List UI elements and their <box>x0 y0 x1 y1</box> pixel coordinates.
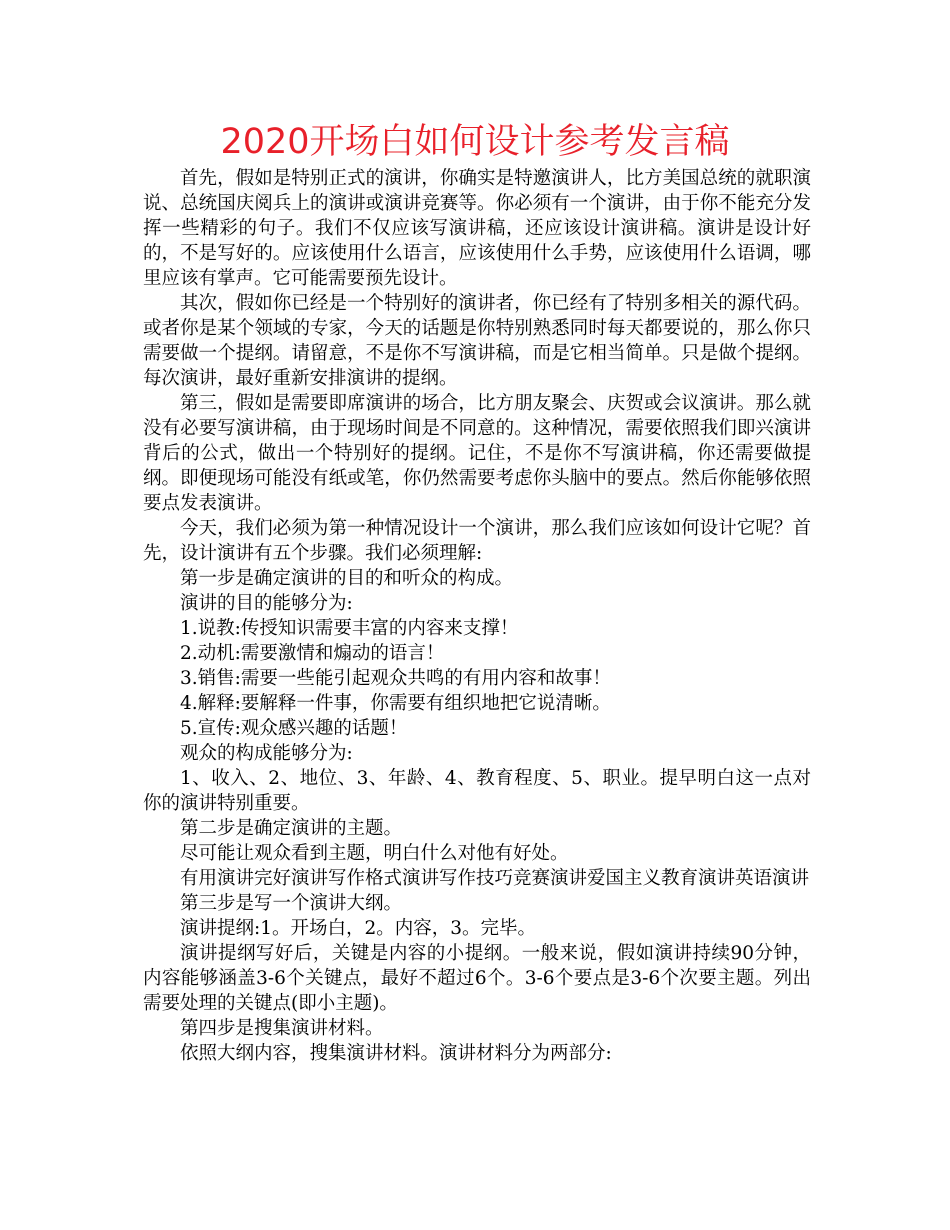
paragraph: 第一步是确定演讲的目的和听众的构成。 <box>180 568 514 589</box>
list-item: 4.解释:要解释一件事，你需要有组织地把它说清晰。 <box>180 693 611 714</box>
paragraph: 演讲的目的能够分为: <box>180 593 353 614</box>
paragraph: 第三，假如是需要即席演讲的场合，比方朋友聚会、庆贺或会议演讲。那么就没有必要写演讲稿，由于现场时间是不同意的。这种情况，需要依照我们即兴演讲背后的公式，做出一个特别好的提纲。记住，不是你不写演讲稿，你还需要做提纲。即便现场可能没有纸或笔，你仍然需要考虑你头脑中的要点。然后你能够依照要点发表演讲。 <box>143 393 811 514</box>
paragraph: 依照大纲内容，搜集演讲材料。演讲材料分为两部分: <box>180 1043 612 1064</box>
paragraph: 演讲提纲:1。开场白，2。内容，3。完毕。 <box>180 918 537 939</box>
paragraph: 其次，假如你已经是一个特别好的演讲者，你已经有了特别多相关的源代码。或者你是某个领域的专家，今天的话题是你特别熟悉同时每天都要说的，那么你只需要做一个提纲。请留意，不是你不写演讲稿，而是它相当简单。只是做个提纲。每次演讲，最好重新安排演讲的提纲。 <box>143 293 811 389</box>
paragraph: 今天，我们必须为第一种情况设计一个演讲，那么我们应该如何设计它呢？首先，设计演讲有五个步骤。我们必须理解: <box>143 518 811 564</box>
paragraph: 首先，假如是特别正式的演讲，你确实是特邀演讲人，比方美国总统的就职演说、总统国庆阅兵上的演讲或演讲竞赛等。你必须有一个演讲，由于你不能充分发挥一些精彩的句子。我们不仅应该写演讲稿，还应该设计演讲稿。演讲是设计好的，不是写好的。应该使用什么语言，应该使用什么手势，应该使用什么语调，哪里应该有掌声。它可能需要预先设计。 <box>143 168 811 289</box>
list-item: 3.销售:需要一些能引起观众共鸣的有用内容和故事！ <box>180 668 611 689</box>
document-title: 2020开场白如何设计参考发言稿 <box>220 122 730 162</box>
paragraph: 1、收入、2、地位、3、年龄、4、教育程度、5、职业。提早明白这一点对你的演讲特别重要。 <box>143 768 811 814</box>
paragraph: 第三步是写一个演讲大纲。 <box>180 893 403 914</box>
list-item: 2.动机:需要激情和煽动的语言！ <box>180 643 445 664</box>
paragraph: 第二步是确定演讲的主题。 <box>180 818 403 839</box>
paragraph: 尽可能让观众看到主题，明白什么对他有好处。 <box>180 843 569 864</box>
document-body <box>143 166 811 1066</box>
list-item: 5.宣传:观众感兴趣的话题！ <box>180 718 408 739</box>
list-item: 1.说教:传授知识需要丰富的内容来支撑！ <box>180 618 519 639</box>
paragraph: 观众的构成能够分为: <box>180 743 353 764</box>
paragraph: 第四步是搜集演讲材料。 <box>180 1018 384 1039</box>
paragraph: 演讲提纲写好后，关键是内容的小提纲。一般来说，假如演讲持续90分钟，内容能够涵盖3-6个关键点，最好不超过6个。3-6个要点是3-6个次要主题。列出需要处理的关键点(即小主题)。 <box>143 943 811 1014</box>
paragraph: 有用演讲完好演讲写作格式演讲写作技巧竞赛演讲爱国主义教育演讲英语演讲 <box>180 868 810 889</box>
